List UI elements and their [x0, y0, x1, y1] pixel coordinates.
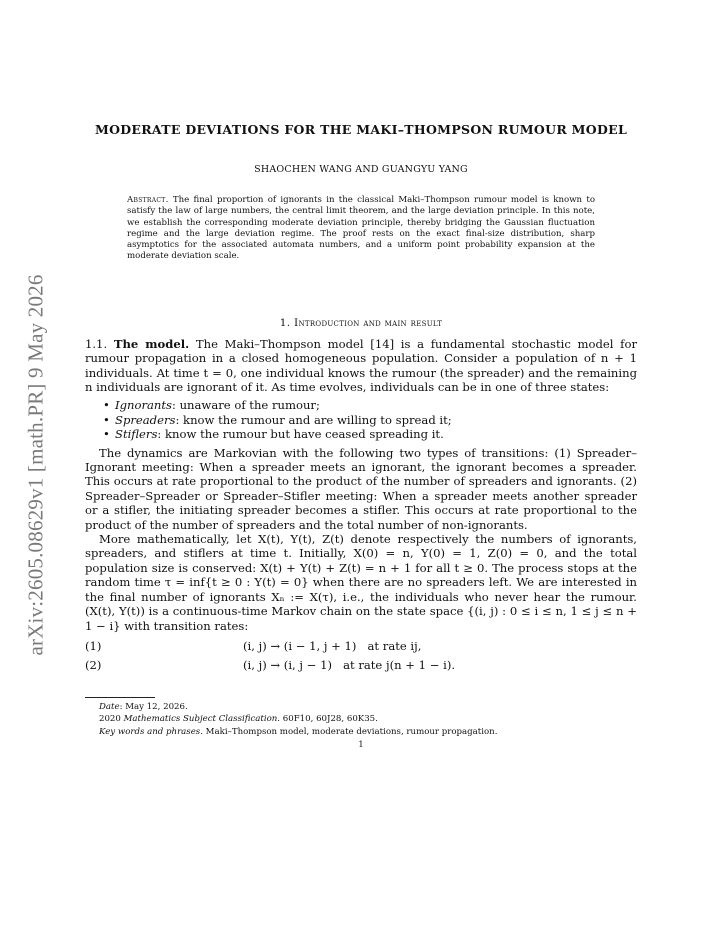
paper-title: MODERATE DEVIATIONS FOR THE MAKI–THOMPSON RUMOUR MODEL	[94, 122, 628, 137]
footnote-msc-prefix: 2020	[99, 714, 124, 725]
footnote-keywords-value: Maki–Thompson model, moderate deviations, rumour propagation.	[202, 726, 498, 737]
section-heading: 1. Introduction and main result	[279, 316, 443, 329]
state-list	[85, 398, 637, 441]
subsection-number: 1.1.	[85, 336, 108, 351]
footnote-msc-value: 60F10, 60J28, 60K35.	[280, 714, 378, 725]
paragraph-dynamics: The dynamics are Markovian with the following two types of transitions: (1) Spreader–Ignorant meeting: When a spreader meets an ignorant, the ignorant becomes a spreader. This occurs at rate proportional to the product of the number of spreaders and ignorants. (2) Spreader–Spreader or Spreader–Stifler meeting: When a spreader meets another spreader or a stifler, the initiating spreader becomes a stifler. This occurs at rate proportional to the product of the number of spreaders and the total number of non-ignorants.	[85, 445, 637, 532]
paper-page	[85, 118, 637, 750]
list-item-desc: : know the rumour but have ceased spreading it.	[157, 427, 444, 442]
list-item-desc: : unaware of the rumour;	[171, 398, 320, 413]
equation-number: (2)	[85, 657, 102, 672]
list-item-term: Ignorants	[115, 398, 172, 413]
footnote-msc	[99, 713, 637, 725]
footnotes	[85, 701, 637, 738]
list-item-term: Stiflers	[115, 427, 158, 442]
page-number: 1	[358, 739, 364, 750]
abstract	[127, 195, 595, 263]
list-item	[115, 427, 637, 441]
equation-row	[85, 656, 637, 675]
footnote-rule	[85, 697, 155, 698]
subsection-title: The model.	[113, 336, 190, 351]
equation-rate: at rate ij,	[367, 638, 422, 653]
equation-transition: (i, j) → (i − 1, j + 1)	[243, 638, 357, 653]
footnote-date-label: Date	[99, 701, 120, 712]
equation-row	[85, 637, 637, 656]
paragraph-model	[85, 337, 637, 395]
arxiv-identifier: arXiv:2605.08629v1 [math.PR] 9 May 2026	[23, 274, 48, 656]
equation-transition: (i, j) → (i, j − 1)	[243, 657, 332, 672]
paper-authors: SHAOCHEN WANG AND GUANGYU YANG	[254, 164, 468, 175]
list-item	[115, 398, 637, 412]
arxiv-sidebar-stamp	[16, 250, 56, 680]
footnote-keywords-label: Key words and phrases.	[99, 726, 203, 737]
list-item	[115, 413, 637, 427]
footnote-date	[99, 701, 637, 713]
equation-rate: at rate j(n + 1 − i).	[343, 657, 456, 672]
transition-equations	[85, 637, 637, 675]
footnote-msc-label: Mathematics Subject Classification.	[123, 714, 281, 725]
paragraph-markov-chain: More mathematically, let X(t), Y(t), Z(t) denote respectively the numbers of ignorants, spreaders, and stiflers at time t. Initially, X(0) = n, Y(0) = 1, Z(0) = 0, and the total population size is conserved: X(t) + Y(t) + Z(t) = n + 1 for all t ≥ 0. The process stops at the random time τ = inf{t ≥ 0 : Y(t) = 0} when there are no spreaders left. We are interested in the final number of ignorants Xₙ := X(τ), i.e., the individuals who never hear the rumour. (X(t), Y(t)) is a continuous-time Markov chain on the state space {(i, j) : 0 ≤ i ≤ n, 1 ≤ j ≤ n + 1 − i} with transition rates:	[85, 532, 637, 633]
equation-body	[243, 637, 421, 656]
equation-number: (1)	[85, 638, 102, 653]
list-item-term: Spreaders	[115, 412, 176, 427]
footnote-keywords	[99, 726, 637, 738]
equation-body	[243, 656, 455, 675]
footnote-date-value: : May 12, 2026.	[119, 701, 188, 712]
abstract-label: Abstract.	[127, 195, 169, 205]
abstract-text: The final proportion of ignorants in the classical Maki–Thompson rumour model is known to satisfy the law of large numbers, the central limit theorem, and the large deviation principle. In this note, we establish the corresponding moderate deviation principle, thereby bridging the Gaussian fluctuation regime and the large deviation regime. The proof rests on the exact final-size distribution, sharp asymptotics for the associated automata numbers, and a uniform point probability expansion at the moderate deviation scale.	[127, 195, 595, 262]
list-item-desc: : know the rumour and are willing to spread it;	[175, 412, 452, 427]
paragraph-text: The Maki–Thompson model [14] is a fundamental stochastic model for rumour propagation in a closed homogeneous population. Consider a population of n + 1 individuals. At time t = 0, one individual knows the rumour (the spreader) and the remaining n individuals are ignorant of it. As time evolves, individuals can be in one of three states:	[85, 336, 637, 394]
